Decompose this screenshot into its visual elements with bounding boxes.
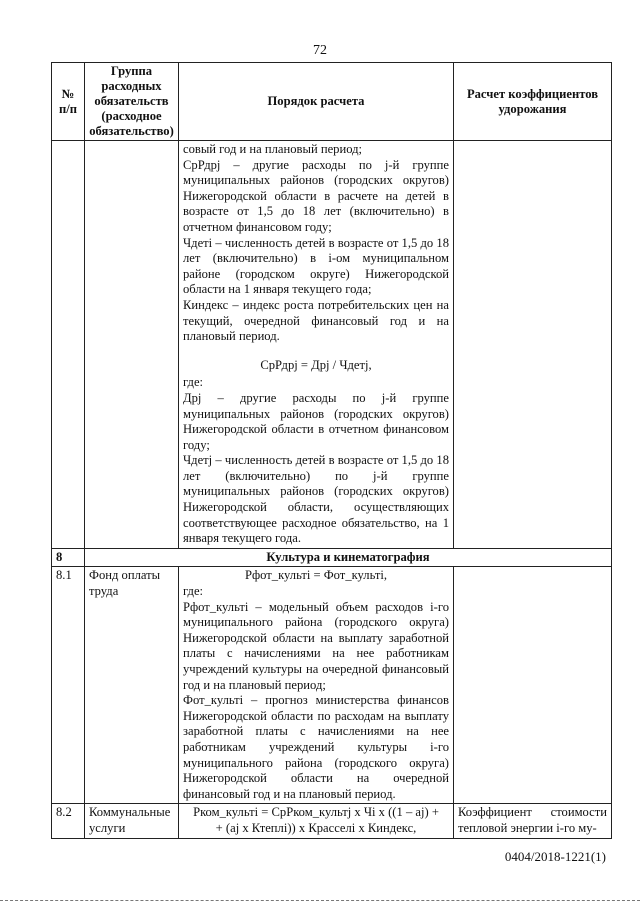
row-number: 8.2	[52, 804, 85, 838]
formula: Рфот_культi = Фот_культi,	[245, 568, 387, 583]
cell-coefficients	[454, 141, 612, 549]
header-procedure: Порядок расчета	[179, 63, 454, 141]
formula: СрРдрj = Дрj / Чдетj,	[260, 357, 372, 372]
table-header-row	[52, 63, 612, 141]
text-paragraph: Дрj – другие расходы по j-й группе муниципальных районов (городских округов) Нижегородской области в отчетном финансовом году;	[183, 390, 449, 452]
table-row	[52, 567, 612, 804]
table-row	[52, 804, 612, 838]
text-paragraph: Фот_культi – прогноз министерства финансов Нижегородской области по расходам на выплату заработной платы с начислениями на нее работникам учреждений культуры i-го муниципального района (городского округа) Нижегородской области на очередной финансовый год и на плановый период.	[183, 693, 449, 801]
cell-procedure	[179, 141, 454, 549]
text-paragraph: СрРдрj – другие расходы по j-й группе муниципальных районов (городских округов) Нижегородской области в расчете на детей в возрасте от 1,5 до 18 лет (включительно) в отчетном финансовом году;	[183, 157, 449, 234]
where-label: где:	[183, 584, 204, 599]
row-group: Коммунальные услуги	[85, 804, 179, 838]
cell-number	[52, 141, 85, 549]
text-paragraph: Чдетi – численность детей в возрасте от 1,5 до 18 лет (включительно) в i-ом муниципальном районе (городском округе) Нижегородской области на 1 января текущего года;	[183, 235, 449, 297]
section-number: 8	[52, 548, 85, 567]
cell-procedure	[179, 567, 454, 804]
where-label: где:	[183, 375, 204, 390]
header-coefficients: Расчет коэффициентов удорожания	[454, 63, 612, 141]
formula-line: + (аj x Ктеплi)) x Красселi x Киндекс,	[215, 820, 417, 835]
page-number: 72	[313, 43, 327, 58]
page-edge-divider	[0, 900, 640, 902]
text-paragraph: Рфот_культi – модельный объем расходов i-го муниципального района (городского округа) Нижегородской области на выплату заработной платы с начислениями на нее работникам учреждений культуры на очередной финансовый год и на плановый период;	[183, 599, 449, 692]
formula-line: Рком_культi = СрРком_культj x Чi x ((1 – аj) +	[193, 805, 439, 820]
section-row	[52, 548, 612, 567]
text-paragraph: совый год и на плановый период;	[183, 142, 363, 156]
cell-group	[85, 141, 179, 549]
document-code: 0404/2018-1221(1)	[504, 849, 606, 864]
cell-procedure	[179, 804, 454, 838]
header-number: № п/п	[52, 63, 85, 141]
text-paragraph: Чдетj – численность детей в возрасте от 1,5 до 18 лет (включительно) по j-й группе муниципальных районов (городских округов) Нижегородской области, осуществляющих соответствующее расходное обязательство, на 1 января текущего года.	[183, 453, 449, 546]
cell-coefficients: Коэффициент стоимости тепловой энергии i-го му-	[454, 804, 612, 838]
row-number: 8.1	[52, 567, 85, 804]
calculation-table	[51, 62, 612, 839]
header-group: Группа расходных обязательств (расходное обязательство)	[85, 63, 179, 141]
table-row	[52, 141, 612, 549]
cell-coefficients	[454, 567, 612, 804]
text-paragraph: Киндекс – индекс роста потребительских цен на текущий, очередной финансовый год и на плановый период.	[183, 297, 449, 344]
section-title: Культура и кинематография	[85, 548, 612, 567]
row-group: Фонд оплаты труда	[85, 567, 179, 804]
